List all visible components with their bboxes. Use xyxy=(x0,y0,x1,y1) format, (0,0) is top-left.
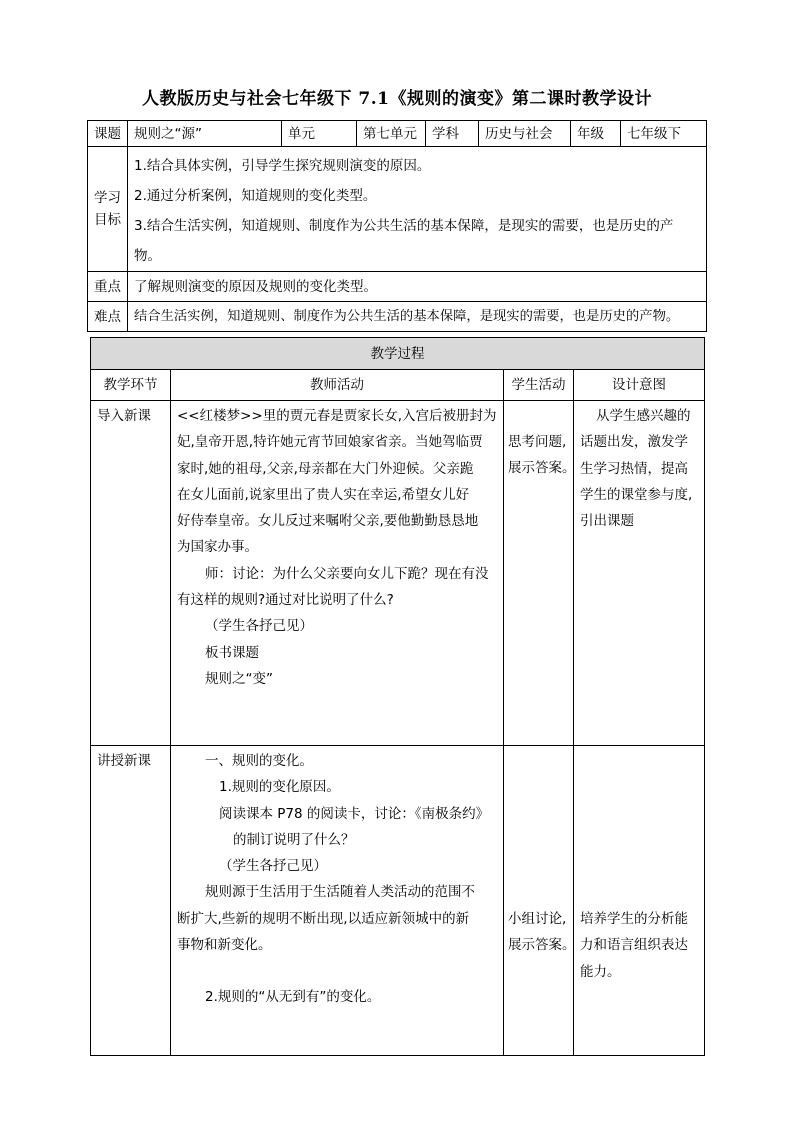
subject-label: 学科 xyxy=(426,121,479,147)
unit-label: 单元 xyxy=(282,121,357,147)
objectives-content xyxy=(128,147,707,272)
document-title: 人教版历史与社会七年级下 7.1《规则的演变》第二课时教学设计 xyxy=(142,89,652,109)
col-teacher: 教师活动 xyxy=(171,370,504,401)
student-activity: 小组讨论, 展示答案。 xyxy=(504,746,574,1056)
objective-line: 物。 xyxy=(134,248,161,264)
key-point-label: 重点 xyxy=(88,272,128,302)
objective-line: 1.结合具体实例，引导学生探究规则演变的原因。 xyxy=(134,158,431,174)
difficulty-value: 结合生活实例，知道规则、制度作为公共生活的基本保障，是现实的需要，也是历史的产物。 xyxy=(128,302,707,332)
topic-value: 规则之“源” xyxy=(128,121,282,147)
table-row xyxy=(91,401,705,746)
stage-cell: 讲授新课 xyxy=(91,746,171,1056)
design-intent: 从学生感兴趣的 话题出发，激发学 生学习热情，提高 学生的课堂参与度, 引出课题 xyxy=(574,401,705,746)
objective-line: 3.结合生活实例，知道规则、制度作为公共生活的基本保障，是现实的需要，也是历史的产 xyxy=(134,218,674,234)
process-header: 教学过程 xyxy=(91,338,705,370)
col-stage: 教学环节 xyxy=(91,370,171,401)
unit-value: 第七单元 xyxy=(357,121,426,147)
col-intent: 设计意图 xyxy=(574,370,705,401)
objective-line: 2.通过分析案例，知道规则的变化类型。 xyxy=(134,188,377,204)
teacher-activity: <<红楼梦>>里的贾元春是贾家长女,入宫后被册封为 妃,皇帝开恩,特许她元宵节回娘家省亲。当她驾临贾 家时,她的祖母,父亲,母亲都在大门外迎候。父亲跪 在女儿面前,说家里出了贵人实在幸运,希望女儿好 好侍奉皇帝。女儿反过来嘱咐父亲,要他勤勤恳恳地 为国家办事。 师：讨论：为什么父亲要向女儿下跪？现在有没 有这样的规则?通过对比说明了什么? （学生各抒己见） 板书课题 规则之“变” xyxy=(171,401,504,746)
student-activity: 思考问题, 展示答案。 xyxy=(504,401,574,746)
key-point-value: 了解规则演变的原因及规则的变化类型。 xyxy=(128,272,707,302)
info-table xyxy=(87,120,707,332)
process-table xyxy=(90,337,705,1056)
objectives-label: 学习 目标 xyxy=(88,147,128,272)
table-row xyxy=(91,746,705,1056)
col-student: 学生活动 xyxy=(504,370,574,401)
grade-value: 七年级下 xyxy=(621,121,707,147)
difficulty-label: 难点 xyxy=(88,302,128,332)
grade-label: 年级 xyxy=(571,121,621,147)
topic-label: 课题 xyxy=(88,121,128,147)
stage-cell: 导入新课 xyxy=(91,401,171,746)
teacher-activity: 一、规则的变化。 1.规则的变化原因。 阅读课本 P78 的阅读卡，讨论：《南极条约》 的制订说明了什么？ （学生各抒己见） 规则源于生活用于生活随着人类活动的范围不 断扩大,些新的规明不断出现,以适应新领城中的新 事物和新变化。 2.规则的“从无到有”的变化。 xyxy=(171,746,504,1056)
subject-value: 历史与社会 xyxy=(479,121,571,147)
design-intent: 培养学生的分析能 力和语言组织表达 能力。 xyxy=(574,746,705,1056)
